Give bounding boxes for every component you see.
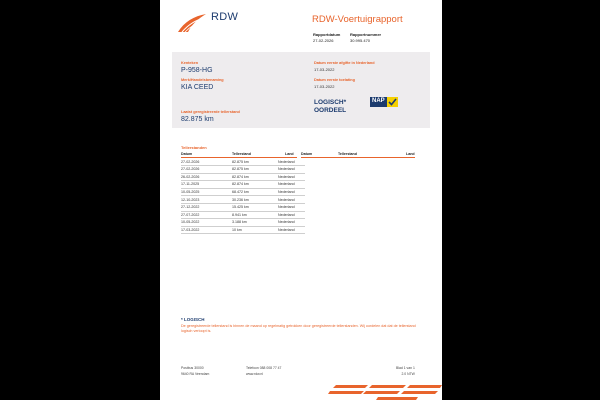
first-nl-value: 17-03-2022 <box>314 67 335 72</box>
reading-country: Nederland <box>278 182 295 187</box>
reading-date: 27-02-2026 <box>181 159 200 164</box>
reading-km: 82.875 km <box>232 167 249 172</box>
report-number-block <box>350 32 381 43</box>
decorative-stripes-icon <box>328 381 442 400</box>
report-page <box>160 0 442 400</box>
reading-km: 68.472 km <box>232 189 249 194</box>
footer-phone: Telefoon 088 008 77 47 <box>246 366 282 370</box>
report-date-label: Rapportdatum <box>313 32 341 37</box>
brand-label: Merk/Handelsbenaming <box>181 78 224 82</box>
first-admission-label: Datum eerste toelating <box>314 78 355 82</box>
footer-page: Blad 1 van 1 <box>396 366 415 370</box>
odometer-label: Laatst geregistreerde tellerstand <box>181 110 240 114</box>
reading-country: Nederland <box>278 212 295 217</box>
table-row <box>181 226 305 234</box>
col-header-country-2: Land <box>406 152 415 156</box>
reading-date: 26-02-2026 <box>181 174 200 179</box>
first-admission-value: 17-03-2022 <box>314 84 335 89</box>
report-date-block <box>313 32 340 43</box>
report-title: RDW-Voertuigrapport <box>312 14 403 25</box>
reading-date: 27-02-2026 <box>181 167 200 172</box>
report-date: 27-02-2026 <box>313 37 334 43</box>
footer-address-line2: 9640 RA Veendam <box>181 371 210 376</box>
rdw-logo-icon <box>176 12 208 34</box>
reading-km: 30.236 km <box>232 197 249 202</box>
reading-country: Nederland <box>278 227 295 232</box>
report-number: 30.995.470 <box>350 37 371 43</box>
nap-label: NAP <box>372 98 385 104</box>
report-number-label: Rapportnummer <box>350 32 382 37</box>
footer-page-info <box>396 366 415 377</box>
reading-country: Nederland <box>278 220 295 225</box>
note-text: De geregistreerde tellerstand is binnen de maand op regelmatig getrokken door geregistreerde tellerstanden. Wij oordelen dat dat de tellerstand logisch verloopt is. <box>181 324 416 333</box>
note-title: * LOGISCH <box>181 317 205 322</box>
reading-km: 3.188 km <box>232 220 247 225</box>
reading-km: 82.874 km <box>232 174 249 179</box>
reading-country: Nederland <box>278 197 295 202</box>
first-nl-label: Datum eerste afgifte in Nederland <box>314 61 375 65</box>
reading-km: 82.875 km <box>232 159 249 164</box>
reading-date: 27-12-2022 <box>181 205 200 210</box>
reading-date: 17-11-2025 <box>181 182 200 187</box>
reading-country: Nederland <box>278 159 295 164</box>
verdict-line1: LOGISCH* <box>314 99 347 106</box>
reading-country: Nederland <box>278 189 295 194</box>
reading-country: Nederland <box>278 205 295 210</box>
col-header-km-2: Tellerstand <box>338 152 357 156</box>
brand-value: KIA CEED <box>181 84 214 91</box>
footer-address-line1: Postbus 30000 <box>181 366 204 370</box>
footer-address <box>181 366 209 377</box>
plate-value: P-958-HG <box>181 67 213 74</box>
footer-version: 2.0 NTW <box>401 371 415 376</box>
reading-country: Nederland <box>278 167 295 172</box>
reading-date: 12-10-2023 <box>181 197 200 202</box>
reading-country: Nederland <box>278 174 295 179</box>
reading-km: 82.874 km <box>232 182 249 187</box>
reading-km: 10 km <box>232 227 242 232</box>
col-header-date-2: Datum <box>301 152 313 156</box>
reading-km: 15.425 km <box>232 205 249 210</box>
odometer-value: 82.875 km <box>181 116 214 123</box>
reading-date: 27-07-2022 <box>181 212 200 217</box>
verdict-line2: OORDEEL <box>314 107 347 114</box>
reading-date: 10-05-2025 <box>181 189 200 194</box>
logo-text: RDW <box>211 11 239 23</box>
footer-contact <box>246 366 281 377</box>
nap-badge <box>370 97 398 107</box>
plate-label: Kenteken <box>181 61 199 65</box>
reading-date: 17-03-2022 <box>181 227 200 232</box>
verdict <box>314 99 346 115</box>
col-header-date: Datum <box>181 152 193 156</box>
readings-title: Tellerstanden <box>181 145 207 150</box>
reading-date: 10-05-2022 <box>181 220 200 225</box>
footer-website[interactable]: www.rdw.nl <box>246 371 263 376</box>
reading-km: 8.941 km <box>232 212 247 217</box>
col-header-km: Tellerstand <box>232 152 251 156</box>
table-rule-right <box>301 157 415 158</box>
checkmark-icon <box>387 97 398 107</box>
col-header-country: Land <box>285 152 294 156</box>
